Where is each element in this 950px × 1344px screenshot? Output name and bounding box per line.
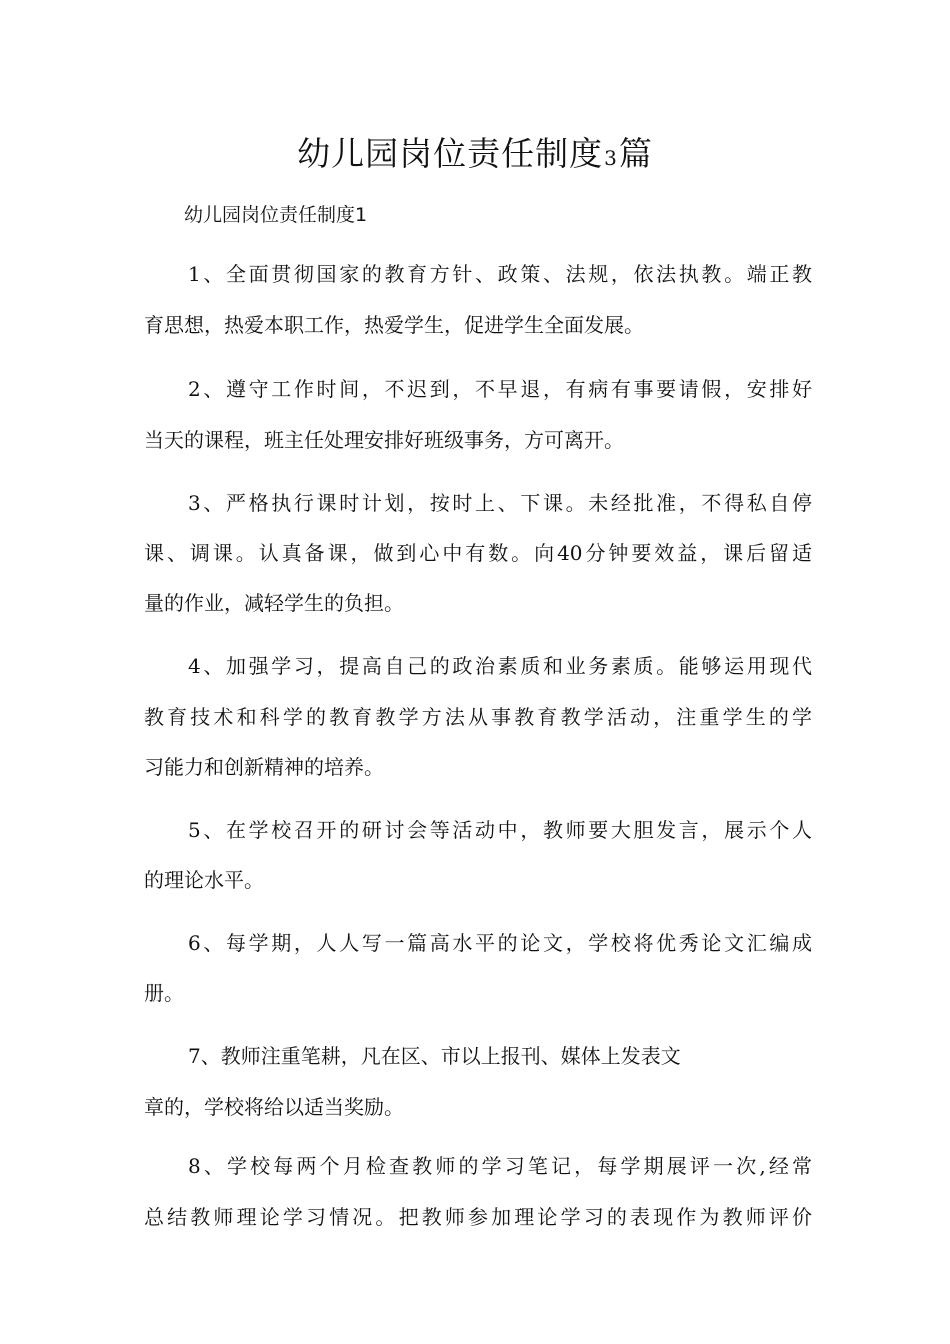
- title-suffix: 篇: [618, 134, 653, 173]
- paragraph-line: 章的，学校将给以适当奖励。: [144, 1095, 404, 1119]
- paragraph-line: 习能力和创新精神的培养。: [144, 755, 384, 779]
- title-number: 3: [604, 146, 618, 170]
- title-main: 幼儿园岗位责任制度: [297, 134, 604, 173]
- paragraph-line: 册。: [144, 981, 184, 1005]
- paragraph-line: 量的作业，减轻学生的负担。: [144, 591, 404, 615]
- paragraph-line: 育思想，热爱本职工作，热爱学生，促进学生全面发展。: [144, 313, 644, 337]
- paragraph-line: 6、每学期，人人写一篇高水平的论文，学校将优秀论文汇编成: [188, 931, 812, 955]
- paragraph-line: 1、全面贯彻国家的教育方针、政策、法规，依法执教。端正教: [188, 262, 812, 286]
- paragraph-line: 8、学校每两个月检查教师的学习笔记，每学期展评一次,经常: [188, 1154, 812, 1178]
- paragraph-line: 5、在学校召开的研讨会等活动中，教师要大胆发言，展示个人: [188, 818, 812, 842]
- paragraph-line: 7、教师注重笔耕，凡在区、市以上报刊、媒体上发表文: [188, 1044, 681, 1068]
- paragraph-line: 3、严格执行课时计划，按时上、下课。未经批准，不得私自停: [188, 491, 812, 515]
- paragraph-line: 4、加强学习，提高自己的政治素质和业务素质。能够运用现代: [188, 654, 812, 678]
- paragraph-line: 当天的课程，班主任处理安排好班级事务，方可离开。: [144, 428, 624, 452]
- paragraph-line: 总结教师理论学习情况。把教师参加理论学习的表现作为教师评价: [144, 1205, 812, 1229]
- section-heading: 幼儿园岗位责任制度1: [184, 204, 368, 226]
- paragraph-line: 2、遵守工作时间，不迟到，不早退，有病有事要请假，安排好: [188, 377, 812, 401]
- paragraph-line: 的理论水平。: [144, 868, 264, 892]
- document-title: [0, 132, 950, 180]
- paragraph-line: 教育技术和科学的教育教学方法从事教育教学活动，注重学生的学: [144, 705, 812, 729]
- paragraph-line: 课、调课。认真备课，做到心中有数。向40分钟要效益，课后留适: [144, 541, 812, 565]
